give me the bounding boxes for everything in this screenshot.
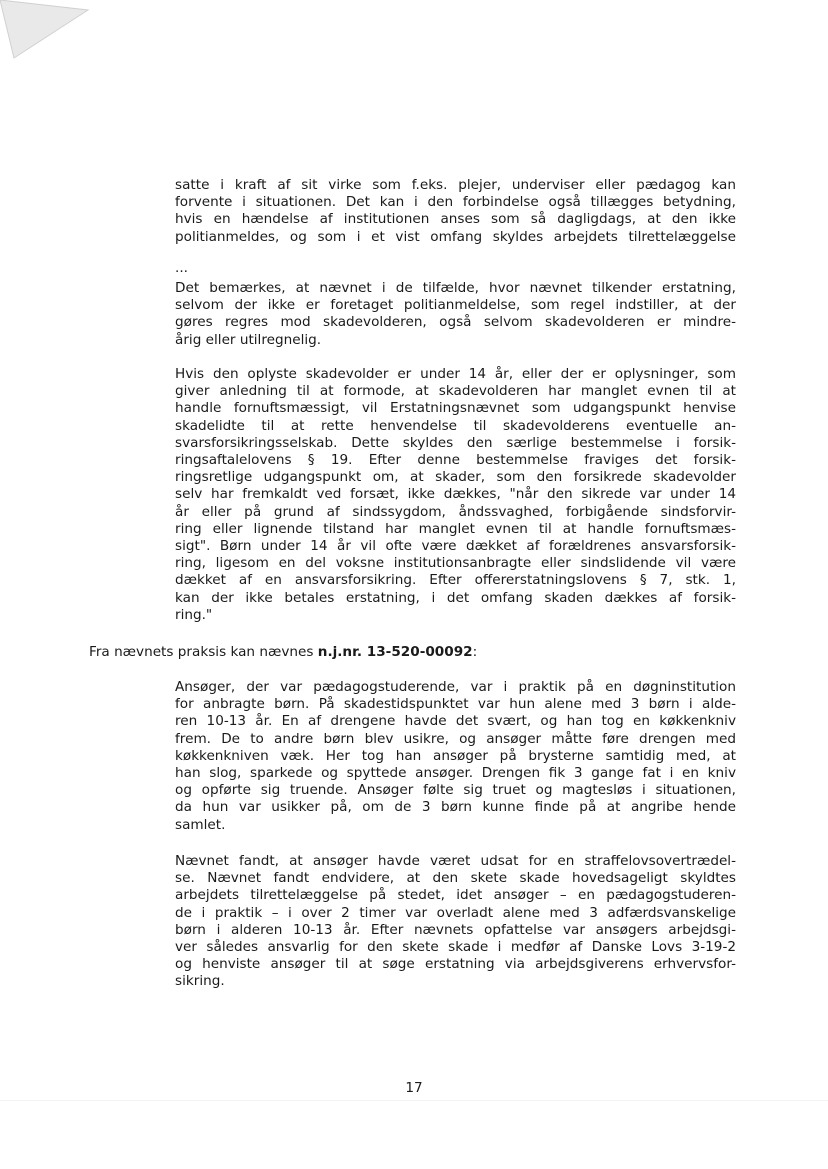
text-line: arbejdets tilrettelæggelse på stedet, idet ansøger – en pædagogstuderen- [175, 887, 736, 904]
page-corner-fold [0, 0, 90, 60]
case-intro [89, 644, 477, 660]
text-line: Ansøger, der var pædagogstuderende, var i praktik på en døgninstitution [175, 679, 736, 695]
text-line: sigt". Børn under 14 år vil ofte være dækket af forældrenes ansvarsforsik- [175, 538, 736, 555]
text-line: ring." [175, 606, 213, 623]
text-line: satte i kraft af sit virke som f.eks. plejer, underviser eller pædagog kan [175, 177, 736, 193]
quote-paragraph-2 [175, 280, 736, 349]
text-line: han slog, sparkede og spyttede ansøger. Drengen fik 3 gange fat i en kniv [175, 765, 736, 782]
case-intro-text: Fra nævnets praksis kan nævnes [89, 644, 318, 660]
text-line: ver således ansvarlig for den skete skade i medfør af Danske Lovs 3-19-2 [175, 939, 736, 956]
text-line: handle fornuftsmæssigt, vil Erstatningsnævnet som udgangspunkt henvise [175, 400, 736, 417]
text-line: skadelidte til at rette henvendelse til skadevolderens eventuelle an- [175, 417, 736, 434]
bottom-rule [0, 1100, 828, 1101]
text-line: svarsforsikringsselskab. Dette skyldes den særlige bestemmelse i forsik- [175, 434, 736, 451]
text-line: år eller på grund af sindssygdom, åndssvaghed, forbigående sindsforvir- [175, 503, 736, 520]
text-line: giver anledning til at formode, at skadevolderen har manglet evnen til at [175, 383, 736, 400]
text-line: Nævnet fandt, at ansøger havde været udsat for en straffelovsovertrædel- [175, 853, 736, 869]
text-line: ring eller lignende tilstand har manglet evnen til at handle fornuftsmæs- [175, 520, 736, 537]
text-line: ringsretlige udgangspunkt om, at skader, som den forsikrede skadevolder [175, 469, 736, 486]
page-number: 17 [405, 1080, 423, 1096]
text-line: og opførte sig truende. Ansøger følte sig truet og magtesløs i situationen, [175, 782, 736, 799]
text-line: ring, ligesom en del voksne institutionsanbragte eller sindslidende vil være [175, 555, 736, 572]
case-intro-suffix: : [472, 644, 478, 660]
text-line: køkkenkniven væk. Her tog han ansøger på brysterne samtidig med, at [175, 747, 736, 764]
text-line: gøres regres mod skadevolderen, også selvom skadevolderen er mindre- [175, 314, 736, 331]
text-line: børn i alderen 10-13 år. Efter nævnets opfattelse var ansøgers arbejdsgi- [175, 921, 736, 938]
case-paragraph-1 [175, 679, 736, 834]
text-line: dækket af en ansvarsforsikring. Efter offererstatningslovens § 7, stk. 1, [175, 572, 736, 589]
text-line: kan der ikke betales erstatning, i det omfang skaden dækkes af forsik- [175, 589, 736, 606]
text-line: ren 10-13 år. En af drengene havde det svært, og han tog en køkkenkniv [175, 713, 736, 730]
text-line: samlet. [175, 816, 226, 833]
text-line: politianmeldes, og som i et vist omfang skyldes arbejdets tilrettelæggelse [175, 228, 736, 245]
case-paragraph-2 [175, 853, 736, 991]
text-line: selvom der ikke er foretaget politianmeldelse, som regel indstiller, at der [175, 297, 736, 314]
text-line: og henviste ansøger til at søge erstatning via arbejdsgiverens erhvervsfor- [175, 956, 736, 973]
case-number: n.j.nr. 13-520-00092 [317, 644, 473, 660]
text-line: forvente i situationen. Det kan i den forbindelse også tillægges betydning, [175, 194, 736, 211]
text-line: frem. De to andre børn blev usikre, og ansøger måtte føre drengen med [175, 730, 736, 747]
quote-paragraph-1 [175, 177, 736, 246]
text-line: de i praktik – i over 2 timer var overladt alene med 3 adfærdsvanskelige [175, 904, 736, 921]
text-line: da hun var usikker på, om de 3 børn kunne finde på at angribe hende [175, 799, 736, 816]
quote-ellipsis: ... [175, 260, 188, 276]
text-line: hvis en hændelse af institutionen anses som så dagligdags, at den ikke [175, 211, 736, 228]
text-line: Hvis den oplyste skadevolder er under 14 år, eller der er oplysninger, som [175, 366, 736, 382]
quote-paragraph-3 [175, 366, 736, 624]
text-line: for anbragte børn. På skadestidspunktet var hun alene med 3 børn i alde- [175, 696, 736, 713]
text-line: ringsaftalelovens § 19. Efter denne bestemmelse fraviges det forsik- [175, 452, 736, 469]
text-line: Det bemærkes, at nævnet i de tilfælde, hvor nævnet tilkender erstatning, [175, 280, 736, 296]
text-line: se. Nævnet fandt endvidere, at den skete skade hovedsageligt skyldtes [175, 870, 736, 887]
text-line: selv har fremkaldt ved forsæt, ikke dækkes, "når den sikrede var under 14 [175, 486, 736, 503]
text-line: årig eller utilregnelig. [175, 331, 322, 348]
text-line: sikring. [175, 973, 225, 990]
